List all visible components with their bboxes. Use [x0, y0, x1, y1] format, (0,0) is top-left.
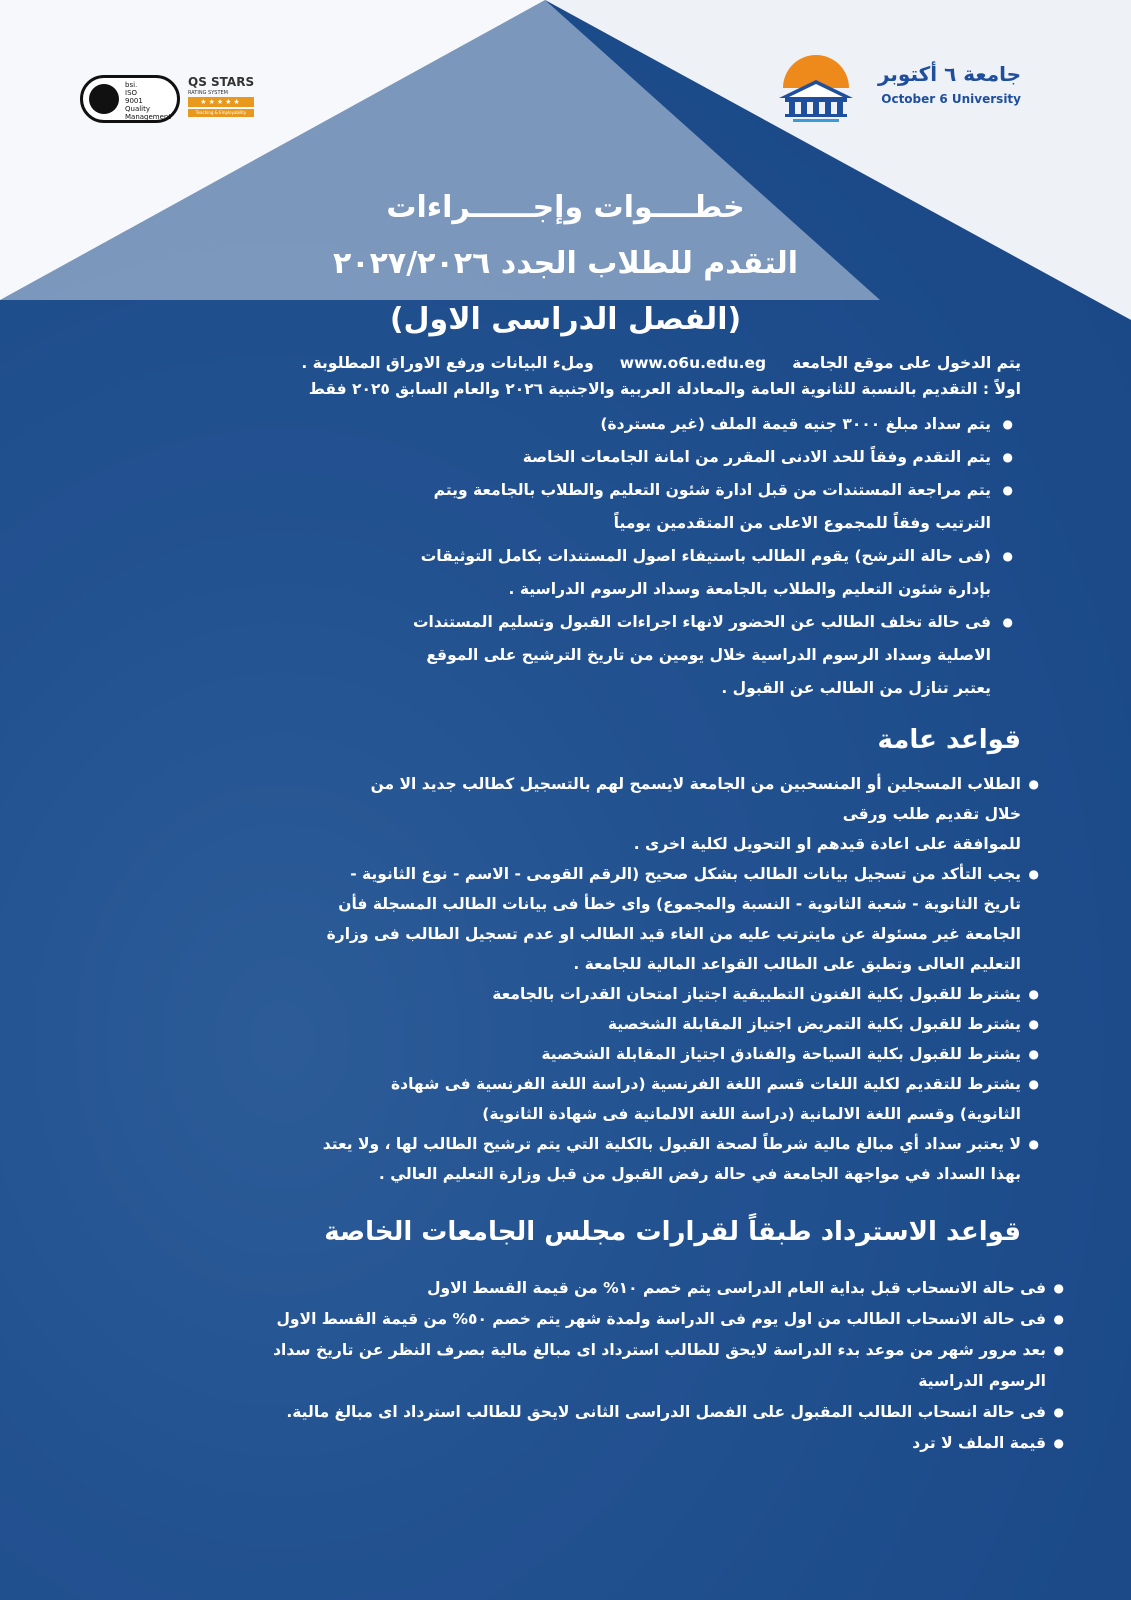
- bullet-icon: ●: [1053, 1343, 1064, 1357]
- qs-stars-badge: [188, 75, 260, 121]
- list-item: ● بعد مرور شهر من موعد بدء الدراسة لايحق للطالب استرداد اى مبالغ مالية بصرف النظر عن تاريخ سداد الرسوم الدراسية: [106, 1335, 1046, 1397]
- bullet-icon: ●: [1002, 615, 1013, 629]
- bsi-text: bsi. ISO 9001 Quality Management: [125, 81, 172, 121]
- bullet-icon: ●: [1028, 1017, 1039, 1031]
- list-item: ● يشترط للقبول بكلية الفنون التطبيقية اجتياز امتحان القدرات بالجامعة: [106, 979, 1021, 1009]
- refund-rules-list: [106, 1273, 1064, 1459]
- refund-rules-heading: قواعد الاسترداد طبقاً لقرارات مجلس الجامعات الخاصة: [324, 1217, 1021, 1247]
- list-item: ● فى حالة الانسحاب قبل بداية العام الدراسى يتم خصم ١٠% من قيمة القسط الاول: [106, 1273, 1046, 1304]
- list-item: ● يجب التأكد من تسجيل بيانات الطالب بشكل صحيح (الرقم القومى - الاسم - نوع الثانوية - تاريخ الثانوية - شعبة الثانوية - النسبة والمجموع) واى خطأ فى بيانات الطالب المسجلة فأن الجامعة غير مسئولة عن مايترتب عليه من الغاء قيد الطالب او عدم تسجيل الطالب فى وزارة التعليم العالى وتطبق على الطالب القواعد المالية للجامعة .: [106, 859, 1021, 979]
- accreditation-badges: [80, 75, 260, 125]
- list-item: ● فى حالة انسحاب الطالب المقبول على الفصل الدراسى الثانى لايحق للطالب استرداد اى مبالغ مالية.: [106, 1397, 1046, 1428]
- star-rating-icon: ★★★★★: [188, 97, 254, 107]
- list-item: ● يتم التقدم وفقاً للحد الادنى المقرر من امانة الجامعات الخاصة: [106, 441, 991, 474]
- bullet-icon: ●: [1028, 1137, 1039, 1151]
- general-rules-heading: قواعد عامة: [877, 725, 1021, 755]
- title-line-2: التقدم للطلاب الجدد ٢٠٢٧/٢٠٢٦: [332, 246, 799, 281]
- bullet-icon: ●: [1053, 1312, 1064, 1326]
- university-logo: [771, 40, 1021, 130]
- list-item: ● الطلاب المسجلين أو المنسحبين من الجامعة لايسمح لهم بالتسجيل كطالب جديد الا من خلال تقديم طلب ورقى للموافقة على اعادة قيدهم او التحويل لكلية اخرى .: [106, 769, 1021, 859]
- university-name-ar: جامعة ٦ أكتوبر: [877, 62, 1021, 86]
- qs-label: QS STARS: [188, 75, 255, 89]
- bsi-iso-badge: [80, 75, 180, 123]
- general-rules-list: [106, 769, 1039, 1189]
- list-item: ● فى حالة الانسحاب الطالب من اول يوم فى الدراسة ولمدة شهر يتم خصم ٥٠% من قيمة القسط الاول: [106, 1304, 1046, 1335]
- bullet-icon: ●: [1053, 1436, 1064, 1450]
- bullet-icon: ●: [1002, 483, 1013, 497]
- bullet-icon: ●: [1002, 417, 1013, 431]
- list-item: ● يشترط للقبول بكلية السياحة والفنادق اجتياز المقابلة الشخصية: [106, 1039, 1021, 1069]
- university-emblem-icon: [771, 40, 861, 130]
- main-content: [106, 350, 1064, 1459]
- bullet-icon: ●: [1028, 1047, 1039, 1061]
- title-line-3: (الفصل الدراسى الاول): [389, 302, 742, 337]
- list-item: ● يتم مراجعة المستندات من قبل ادارة شئون التعليم والطلاب بالجامعة ويتم الترتيب وفقاً للمجموع الاعلى من المتقدمين يومياً: [106, 474, 991, 540]
- steps-list: [106, 408, 1013, 705]
- header: [0, 0, 1131, 140]
- list-item: ● يشترط للتقديم لكلية اللغات قسم اللغة الفرنسية (دراسة اللغة الفرنسية فى شهادة الثانوية) وقسم اللغة الالمانية (دراسة اللغة الالمانية فى شهادة الثانوية): [106, 1069, 1021, 1129]
- intro-line-2: اولاً : التقديم بالنسبة للثانوية العامة والمعادلة العربية والاجنبية ٢٠٢٦ والعام السابق ٢٠٢٥ فقط: [308, 380, 1021, 398]
- intro-line-1: يتم الدخول على موقع الجامعةwww.o6u.edu.egوملء البيانات ورفع الاوراق المطلوبة .: [106, 350, 1021, 376]
- bullet-icon: ●: [1053, 1405, 1064, 1419]
- bsi-heart-icon: [89, 84, 119, 114]
- list-item: ● قيمة الملف لا ترد: [106, 1428, 1046, 1459]
- bullet-icon: ●: [1002, 450, 1013, 464]
- page-title-block: [0, 180, 1131, 348]
- university-name-en: October 6 University: [881, 92, 1021, 106]
- qs-caption-bar: Teaching & Employability: [188, 109, 254, 117]
- bullet-icon: ●: [1028, 777, 1039, 791]
- bullet-icon: ●: [1002, 549, 1013, 563]
- list-item: ● (فى حالة الترشح) يقوم الطالب باستيفاء اصول المستندات بكامل التوثيقات بإدارة شئون التعليم والطلاب بالجامعة وسداد الرسوم الدراسية .: [106, 540, 991, 606]
- website-url: www.o6u.edu.eg: [619, 354, 767, 372]
- bullet-icon: ●: [1028, 1077, 1039, 1091]
- list-item: ● فى حالة تخلف الطالب عن الحضور لانهاء اجراءات القبول وتسليم المستندات الاصلية وسداد الرسوم الدراسية خلال يومين من تاريخ الترشيح على الموقع يعتبر تنازل من الطالب عن القبول .: [106, 606, 991, 705]
- title-line-1: خطــــوات وإجــــــراءات: [386, 190, 745, 225]
- bullet-icon: ●: [1028, 867, 1039, 881]
- bullet-icon: ●: [1028, 987, 1039, 1001]
- qs-subtitle: RATING SYSTEM: [188, 90, 228, 96]
- list-item: ● يتم سداد مبلغ ٣٠٠٠ جنيه قيمة الملف (غير مستردة): [106, 408, 991, 441]
- list-item: ● لا يعتبر سداد أي مبالغ مالية شرطاً لصحة القبول بالكلية التي يتم ترشيح الطالب لها ، ولا يعتد بهذا السداد في مواجهة الجامعة في حالة رفض القبول من قبل وزارة التعليم العالي .: [106, 1129, 1021, 1189]
- bullet-icon: ●: [1053, 1281, 1064, 1295]
- list-item: ● يشترط للقبول بكلية التمريض اجتياز المقابلة الشخصية: [106, 1009, 1021, 1039]
